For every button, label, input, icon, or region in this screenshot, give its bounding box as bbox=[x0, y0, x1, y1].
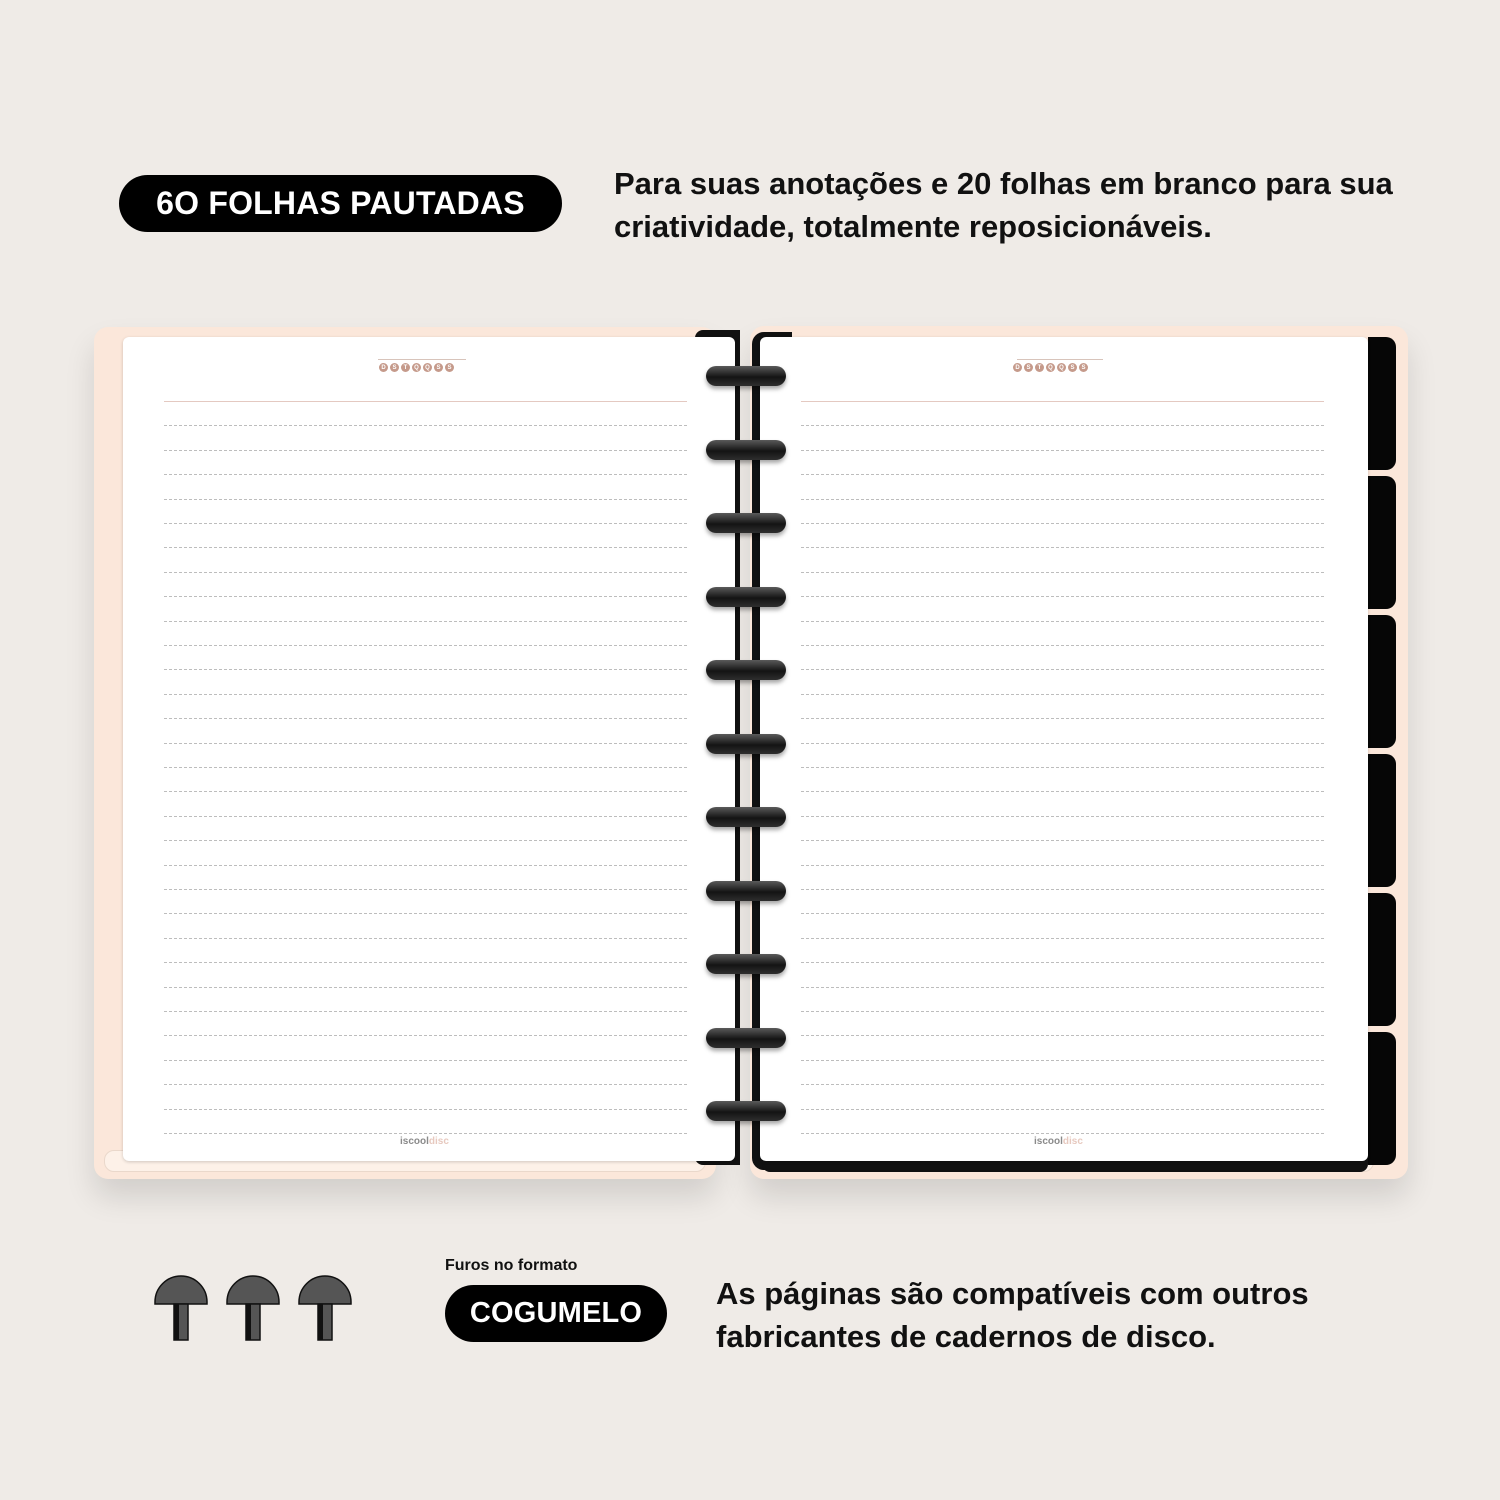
weekday-dot[interactable]: S bbox=[390, 363, 399, 372]
ruled-line bbox=[801, 596, 1324, 597]
disc-ring bbox=[706, 366, 786, 386]
ruled-line bbox=[164, 938, 687, 939]
ruled-line bbox=[801, 840, 1324, 841]
ruled-page-right bbox=[760, 337, 1368, 1161]
weekday-dot[interactable]: T bbox=[1035, 363, 1044, 372]
ruled-line bbox=[164, 718, 687, 719]
ruled-line bbox=[801, 621, 1324, 622]
ruled-line bbox=[164, 962, 687, 963]
ruled-line bbox=[801, 523, 1324, 524]
ruled-line bbox=[164, 547, 687, 548]
ruled-line bbox=[801, 1011, 1324, 1012]
weekday-row bbox=[379, 363, 454, 372]
ruled-line bbox=[801, 743, 1324, 744]
disc-ring bbox=[706, 807, 786, 827]
ruled-line bbox=[164, 1035, 687, 1036]
ruled-line bbox=[801, 572, 1324, 573]
ruled-line bbox=[801, 816, 1324, 817]
ruled-line bbox=[801, 1084, 1324, 1085]
ruled-line bbox=[801, 865, 1324, 866]
index-tab[interactable] bbox=[1368, 893, 1396, 1026]
disc-ring bbox=[706, 1101, 786, 1121]
ruled-line bbox=[164, 1084, 687, 1085]
header-description: Para suas anotações e 20 folhas em branco para sua criatividade, totalmente reposicionáveis. bbox=[614, 166, 1393, 244]
header-line bbox=[378, 359, 466, 360]
ruled-line bbox=[801, 913, 1324, 914]
index-tab[interactable] bbox=[1368, 754, 1396, 887]
header-line bbox=[1017, 359, 1103, 360]
ruled-line bbox=[164, 1060, 687, 1061]
ruled-line bbox=[164, 743, 687, 744]
disc-ring bbox=[706, 1028, 786, 1048]
disc-ring bbox=[706, 881, 786, 901]
ruled-line bbox=[164, 865, 687, 866]
ruled-line bbox=[801, 987, 1324, 988]
ruled-line bbox=[164, 645, 687, 646]
ruled-line bbox=[801, 474, 1324, 475]
ruled-line bbox=[164, 913, 687, 914]
weekday-dot[interactable]: Q bbox=[423, 363, 432, 372]
mushroom-hole-icon bbox=[225, 1274, 281, 1347]
disc-ring bbox=[706, 734, 786, 754]
disc-ring bbox=[706, 440, 786, 460]
index-tab[interactable] bbox=[1368, 1032, 1396, 1165]
disc-ring bbox=[706, 660, 786, 680]
weekday-dot[interactable]: Q bbox=[1046, 363, 1055, 372]
ruled-line bbox=[164, 523, 687, 524]
compatibility-description: As páginas são compatíveis com outros fabricantes de cadernos de disco. bbox=[716, 1276, 1309, 1354]
brand-logo: iscooldisc bbox=[400, 1136, 449, 1147]
holes-caption: Furos no formato bbox=[445, 1257, 578, 1274]
ruled-line bbox=[801, 694, 1324, 695]
weekday-dot[interactable]: Q bbox=[1057, 363, 1066, 372]
weekday-dot[interactable]: D bbox=[1013, 363, 1022, 372]
ruled-line bbox=[801, 450, 1324, 451]
brand-logo: iscooldisc bbox=[1034, 1136, 1083, 1147]
ruled-line bbox=[164, 474, 687, 475]
disc-ring bbox=[706, 587, 786, 607]
ruled-line bbox=[801, 767, 1324, 768]
weekday-dot[interactable]: S bbox=[445, 363, 454, 372]
weekday-dot[interactable]: S bbox=[1024, 363, 1033, 372]
ruled-line bbox=[164, 621, 687, 622]
mushroom-hole-icon bbox=[153, 1274, 209, 1347]
ruled-line bbox=[164, 596, 687, 597]
ruled-line bbox=[164, 889, 687, 890]
ruled-line bbox=[164, 816, 687, 817]
ruled-line bbox=[164, 1133, 687, 1134]
ruled-line bbox=[164, 1011, 687, 1012]
weekday-row bbox=[1013, 363, 1088, 372]
index-tab[interactable] bbox=[1368, 337, 1396, 470]
ruled-line bbox=[164, 425, 687, 426]
ruled-line bbox=[164, 694, 687, 695]
ruled-line bbox=[801, 425, 1324, 426]
sheets-count-badge: 6O FOLHAS PAUTADAS bbox=[119, 175, 562, 232]
ruled-line bbox=[164, 401, 687, 402]
weekday-dot[interactable]: T bbox=[401, 363, 410, 372]
index-tab[interactable] bbox=[1368, 615, 1396, 748]
ruled-line bbox=[801, 401, 1324, 402]
disc-ring bbox=[706, 513, 786, 533]
ruled-line bbox=[801, 1133, 1324, 1134]
ruled-line bbox=[164, 791, 687, 792]
ruled-line bbox=[801, 669, 1324, 670]
index-tab[interactable] bbox=[1368, 476, 1396, 609]
ruled-line bbox=[164, 840, 687, 841]
ruled-line bbox=[801, 791, 1324, 792]
ruled-line bbox=[164, 1109, 687, 1110]
ruled-line bbox=[801, 1109, 1324, 1110]
ruled-line bbox=[801, 547, 1324, 548]
ruled-line bbox=[801, 718, 1324, 719]
ruled-line bbox=[801, 645, 1324, 646]
weekday-dot[interactable]: D bbox=[379, 363, 388, 372]
ruled-line bbox=[801, 499, 1324, 500]
weekday-dot[interactable]: S bbox=[1068, 363, 1077, 372]
weekday-dot[interactable]: S bbox=[1079, 363, 1088, 372]
weekday-dot[interactable]: S bbox=[434, 363, 443, 372]
disc-ring bbox=[706, 954, 786, 974]
ruled-line bbox=[801, 1035, 1324, 1036]
ruled-line bbox=[164, 499, 687, 500]
mushroom-hole-icon bbox=[297, 1274, 353, 1347]
ruled-line bbox=[801, 1060, 1324, 1061]
ruled-line bbox=[801, 962, 1324, 963]
ruled-line bbox=[164, 669, 687, 670]
ruled-page-left bbox=[123, 337, 735, 1161]
ruled-line bbox=[164, 987, 687, 988]
ruled-line bbox=[801, 889, 1324, 890]
ruled-line bbox=[164, 450, 687, 451]
hole-format-badge: COGUMELO bbox=[445, 1285, 667, 1342]
ruled-line bbox=[801, 938, 1324, 939]
ruled-line bbox=[164, 572, 687, 573]
ruled-line bbox=[164, 767, 687, 768]
weekday-dot[interactable]: Q bbox=[412, 363, 421, 372]
